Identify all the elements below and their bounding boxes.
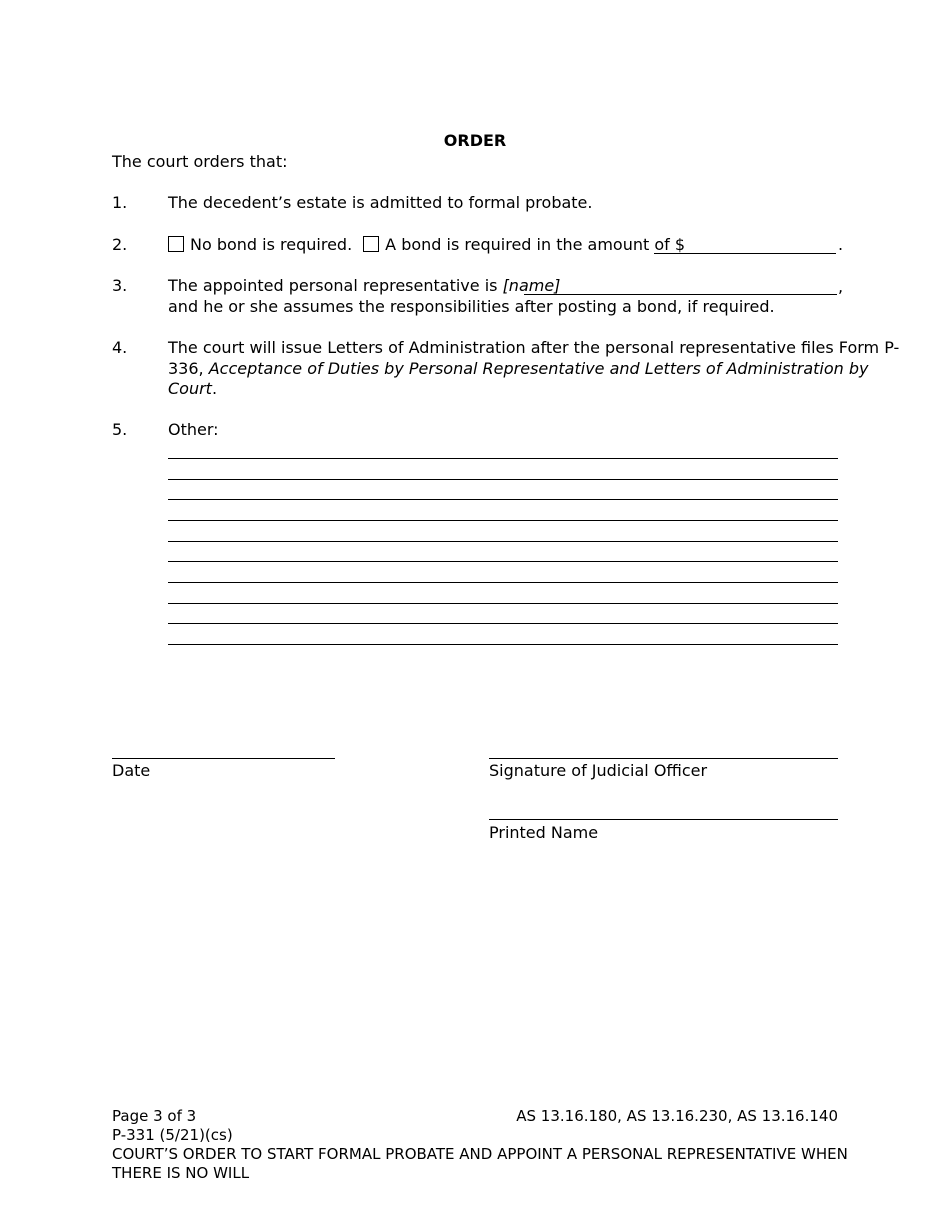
item-3-number: 3. — [112, 276, 128, 295]
item-4-number: 4. — [112, 338, 128, 357]
no-bond-label: No bond is required. — [190, 235, 353, 254]
other-line-10[interactable] — [168, 644, 838, 645]
no-bond-checkbox[interactable] — [168, 236, 184, 252]
other-line-9[interactable] — [168, 623, 838, 624]
statute-references: AS 13.16.180, AS 13.16.230, AS 13.16.140 — [516, 1107, 838, 1125]
judicial-signature-label: Signature of Judicial Officer — [489, 761, 708, 780]
item-4-line-2 — [168, 359, 869, 379]
item-2-period: . — [838, 235, 844, 254]
order-title: ORDER — [443, 131, 507, 150]
item-2-number: 2. — [112, 235, 128, 254]
order-intro: The court orders that: — [112, 152, 288, 171]
item-2-row — [168, 235, 685, 255]
name-hint: [name] — [502, 276, 561, 295]
representative-name-field[interactable] — [524, 276, 837, 295]
item-4-period: . — [211, 379, 218, 398]
date-label: Date — [112, 761, 151, 780]
printed-name-line[interactable] — [489, 819, 838, 820]
item-3-line-2: and he or she assumes the responsibilities after posting a bond, if required. — [168, 297, 775, 316]
other-line-3[interactable] — [168, 499, 838, 500]
date-line[interactable] — [112, 758, 335, 759]
other-line-8[interactable] — [168, 603, 838, 604]
item-5-number: 5. — [112, 420, 128, 439]
judicial-signature-line[interactable] — [489, 758, 838, 759]
item-4-line-1: The court will issue Letters of Administration after the personal representative files Form P- — [168, 338, 900, 357]
page-number: Page 3 of 3 — [112, 1107, 197, 1125]
item-4-line-3 — [168, 379, 217, 399]
item-3-comma: , — [838, 277, 844, 296]
form-id: P-331 (5/21)(cs) — [112, 1126, 233, 1144]
item-1-number: 1. — [112, 193, 128, 212]
bond-amount-field[interactable] — [654, 235, 836, 254]
other-line-6[interactable] — [168, 561, 838, 562]
item-5-text: Other: — [168, 420, 219, 439]
other-line-2[interactable] — [168, 479, 838, 480]
other-line-1[interactable] — [168, 458, 838, 459]
item-3-prefix: The appointed personal representative is — [168, 276, 503, 295]
other-line-7[interactable] — [168, 582, 838, 583]
form-title-line-2: THERE IS NO WILL — [112, 1164, 250, 1182]
bond-required-label: A bond is required in the amount of $ — [385, 235, 686, 254]
other-line-4[interactable] — [168, 520, 838, 521]
item-4-form-title: Acceptance of Duties by Personal Representative and Letters of Administration by — [208, 359, 869, 378]
printed-name-label: Printed Name — [489, 823, 599, 842]
bond-required-checkbox[interactable] — [363, 236, 379, 252]
item-3-line-1 — [168, 276, 560, 296]
other-line-5[interactable] — [168, 541, 838, 542]
form-title-line-1: COURT’S ORDER TO START FORMAL PROBATE AND APPOINT A PERSONAL REPRESENTATIVE WHEN — [112, 1145, 848, 1163]
item-4-form-number: 336, — [168, 359, 209, 378]
item-4-form-title-end: Court — [168, 379, 212, 398]
item-1-text: The decedent’s estate is admitted to formal probate. — [168, 193, 593, 212]
